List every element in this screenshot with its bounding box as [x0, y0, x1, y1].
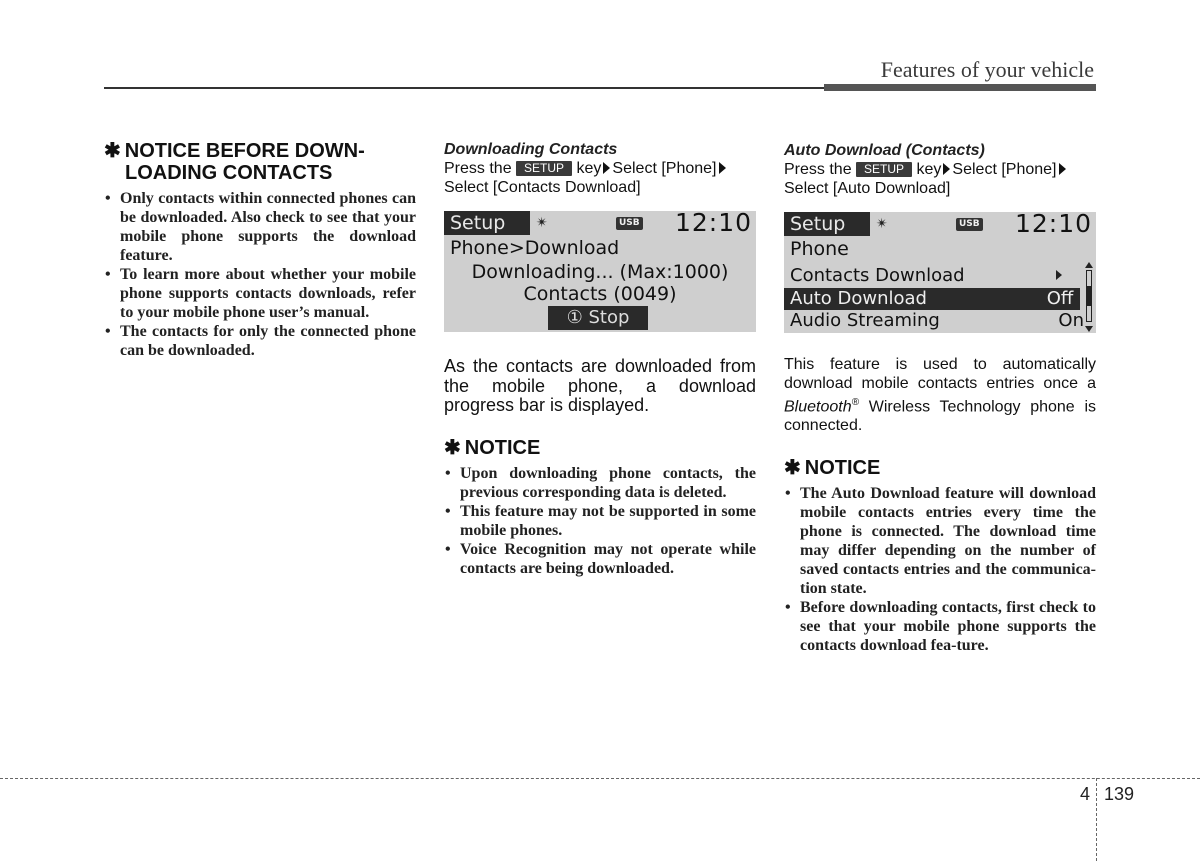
instruction-text: key [916, 161, 942, 178]
screen-path: Phone>Download [450, 237, 620, 259]
list-item: • Before downloading contacts, first check to see that your mobile phone supports the contacts download fea-ture. [784, 598, 1096, 655]
chevron-right-icon [1056, 270, 1062, 280]
bluetooth-icon: ✴ [876, 216, 888, 232]
list-item: • Voice Recognition may not operate while contacts are being downloaded. [444, 540, 756, 578]
body-text: Wireless Technology phone is connected. [784, 398, 1096, 435]
scroll-up-icon [1085, 262, 1093, 268]
body-text: This feature is used to automatically download mobile contacts entries once a [784, 356, 1096, 392]
asterisk-icon: ✱ [784, 457, 801, 480]
menu-item-audio-streaming[interactable] [790, 310, 1084, 332]
chapter-number: 4 [1080, 784, 1091, 804]
bluetooth-brand-text: Bluetooth [784, 398, 852, 416]
menu-item-label: Contacts Download [790, 265, 965, 286]
column-notice-before-downloading [104, 140, 416, 360]
page-header-title: Features of your vehicle [880, 57, 1094, 82]
list-item: • This feature may not be supported in some mobile phones. [444, 502, 756, 540]
list-item: • Only contacts within connected phones can be downloaded. Also check to see that your mobile phone supports the download feature. [104, 189, 416, 265]
menu-item-label: Auto Download [790, 288, 927, 309]
page-number: 139 [1104, 784, 1135, 804]
instruction-line [784, 160, 1096, 179]
instruction-text: key [576, 160, 602, 177]
column-auto-download [784, 140, 1096, 655]
list-item: • To learn more about whether your mobile phone supports contacts downloads, refer to your mobile phone user’s manual. [104, 265, 416, 322]
menu-item-auto-download[interactable] [784, 288, 1040, 310]
auto-download-screen-display [784, 212, 1096, 333]
menu-item-contacts-download[interactable] [790, 265, 1080, 287]
auto-download-value: Off [1040, 288, 1080, 310]
screen-scrollbar[interactable] [1085, 262, 1094, 332]
screen-progress-line: Downloading... (Max:1000) [471, 261, 729, 283]
registered-mark: ® [851, 397, 859, 408]
arrow-right-icon [943, 163, 950, 175]
column-downloading-contacts [444, 140, 756, 578]
notice-bullet-list [104, 189, 416, 360]
notice-heading-text: NOTICE [804, 457, 881, 480]
asterisk-icon: ✱ [104, 140, 121, 162]
instruction-text: Press the [784, 161, 852, 178]
screen-title: Setup [784, 212, 870, 236]
instruction-text: Press the [444, 160, 512, 177]
arrow-right-icon [719, 162, 726, 174]
notice-bullet-list [444, 464, 756, 578]
screen-header: Phone [790, 238, 849, 260]
section-subheading: Auto Download (Contacts) [784, 142, 985, 159]
screen-clock: 12:10 [1014, 212, 1092, 238]
notice-heading-line2: LOADING CONTACTS [125, 162, 333, 184]
instruction-line-2: Select [Auto Download] [784, 180, 951, 197]
header-rule-accent [824, 84, 1096, 91]
scroll-down-icon [1085, 326, 1093, 332]
arrow-right-icon [603, 162, 610, 174]
bluetooth-icon: ✴ [536, 215, 548, 231]
download-screen-display [444, 211, 756, 332]
instruction-text: Select [Phone] [952, 161, 1057, 178]
body-paragraph [784, 355, 1096, 435]
usb-icon: USB [616, 217, 643, 230]
notice-heading-text: NOTICE [464, 436, 541, 459]
menu-item-label: Audio Streaming [790, 310, 940, 331]
screen-contacts-count: Contacts (0049) [523, 283, 677, 305]
notice-heading [784, 457, 1096, 479]
body-paragraph: As the contacts are downloaded from the mobile phone, a download progress bar is displayed. [444, 356, 756, 415]
list-item: • The Auto Download feature will download mobile contacts entries every time the phone is connected. The download time may differ depending on the number of saved contacts entries and the communica-tion state. [784, 484, 1096, 598]
footer-divider [1096, 778, 1097, 861]
screen-clock: 12:10 [674, 211, 752, 237]
notice-heading [444, 437, 756, 459]
setup-key-badge: SETUP [856, 162, 912, 177]
instruction-line-2: Select [Contacts Download] [444, 179, 641, 196]
usb-icon: USB [956, 218, 983, 231]
notice-bullet-list [784, 484, 1096, 655]
asterisk-icon: ✱ [444, 436, 461, 459]
list-item: • Upon downloading phone contacts, the previous corresponding data is deleted. [444, 464, 756, 502]
notice-heading [104, 140, 416, 162]
stop-button[interactable]: ① Stop [548, 306, 648, 330]
section-subheading: Downloading Contacts [444, 141, 618, 158]
menu-item-value: On [1058, 310, 1084, 331]
scroll-thumb[interactable] [1086, 286, 1092, 306]
instruction-text: Select [Phone] [612, 160, 717, 177]
notice-heading-line1: NOTICE BEFORE DOWN- [124, 140, 365, 162]
footer-rule [0, 778, 1200, 779]
list-item: • The contacts for only the connected phone can be downloaded. [104, 322, 416, 360]
screen-title: Setup [444, 211, 530, 235]
setup-key-badge: SETUP [516, 161, 572, 176]
arrow-right-icon [1059, 163, 1066, 175]
instruction-line [444, 159, 756, 178]
